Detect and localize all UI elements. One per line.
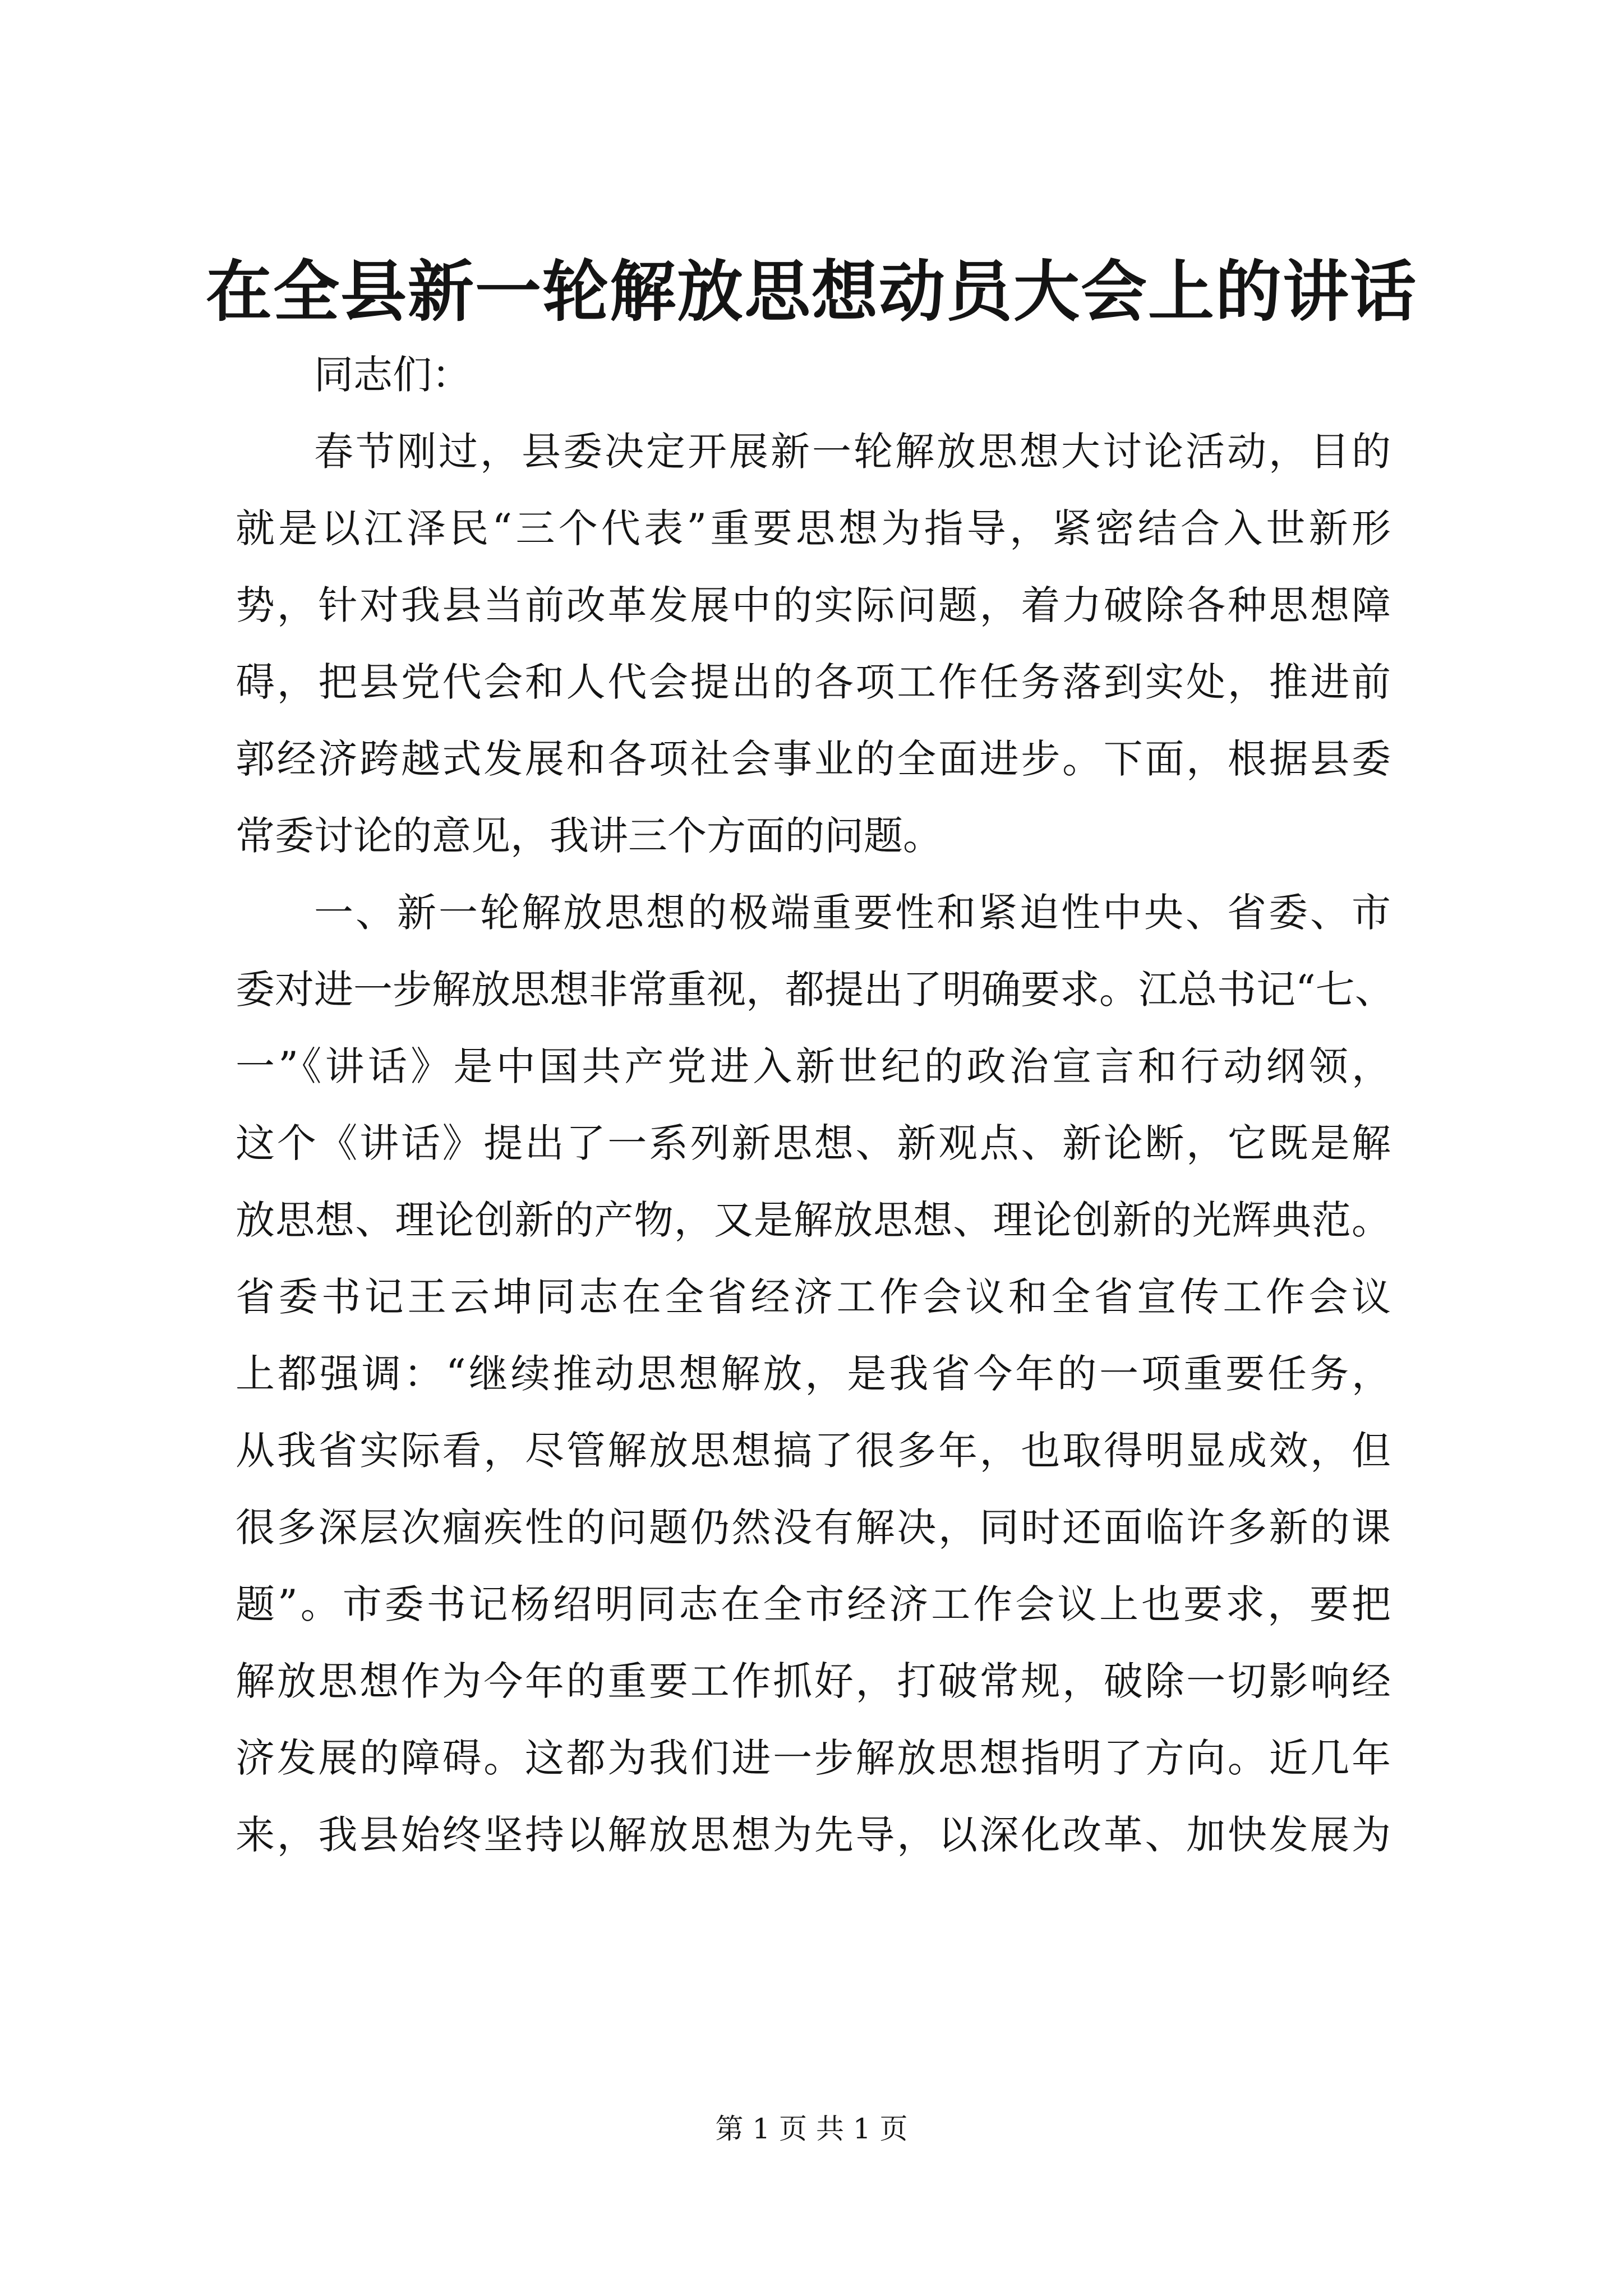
text-line: 解放思想作为今年的重要工作抓好，打破常规，破除一切影响经	[236, 1658, 1391, 1704]
text-line: 来，我县始终坚持以解放思想为先导，以深化改革、加快发展为	[236, 1812, 1391, 1858]
text-line: 常委讨论的意见，我讲三个方面的问题。	[236, 813, 942, 859]
salutation-line: 同志们：	[314, 352, 471, 398]
text-line: 放思想、理论创新的产物，又是解放思想、理论创新的光辉典范。	[236, 1197, 1391, 1243]
text-line: 春节刚过，县委决定开展新一轮解放思想大讨论活动，目的	[314, 429, 1391, 475]
document-title: 在全县新一轮解放思想动员大会上的讲话	[205, 252, 1417, 330]
text-line: 济发展的障碍。这都为我们进一步解放思想指明了方向。近几年	[236, 1735, 1391, 1781]
document-body	[236, 337, 1394, 1874]
text-line: 很多深层次痼疾性的问题仍然没有解决，同时还面临许多新的课	[236, 1504, 1391, 1550]
text-line: 势，针对我县当前改革发展中的实际问题，着力破除各种思想障	[236, 582, 1391, 628]
text-line: 从我省实际看，尽管解放思想搞了很多年，也取得明显成效，但	[236, 1428, 1391, 1474]
text-line: 就是以江泽民“三个代表”重要思想为指导，紧密结合入世新形	[236, 505, 1391, 551]
text-line: 题”。市委书记杨绍明同志在全市经济工作会议上也要求，要把	[236, 1581, 1391, 1627]
text-line: 碍，把县党代会和人代会提出的各项工作任务落到实处，推进前	[236, 659, 1391, 705]
text-line: 一”《讲话》是中国共产党进入新世纪的政治宣言和行动纲领，	[236, 1043, 1391, 1089]
text-line: 郭经济跨越式发展和各项社会事业的全面进步。下面，根据县委	[236, 736, 1391, 782]
text-line: 省委书记王云坤同志在全省经济工作会议和全省宣传工作会议	[236, 1274, 1391, 1320]
section-heading-line: 一、新一轮解放思想的极端重要性和紧迫性中央、省委、市	[314, 890, 1391, 936]
text-line: 委对进一步解放思想非常重视，都提出了明确要求。江总书记“七、	[236, 967, 1394, 1013]
page-footer: 第 1 页 共 1 页	[715, 2113, 908, 2145]
text-line: 这个《讲话》提出了一系列新思想、新观点、新论断，它既是解	[236, 1120, 1391, 1166]
text-line: 上都强调：“继续推动思想解放，是我省今年的一项重要任务，	[236, 1351, 1391, 1397]
